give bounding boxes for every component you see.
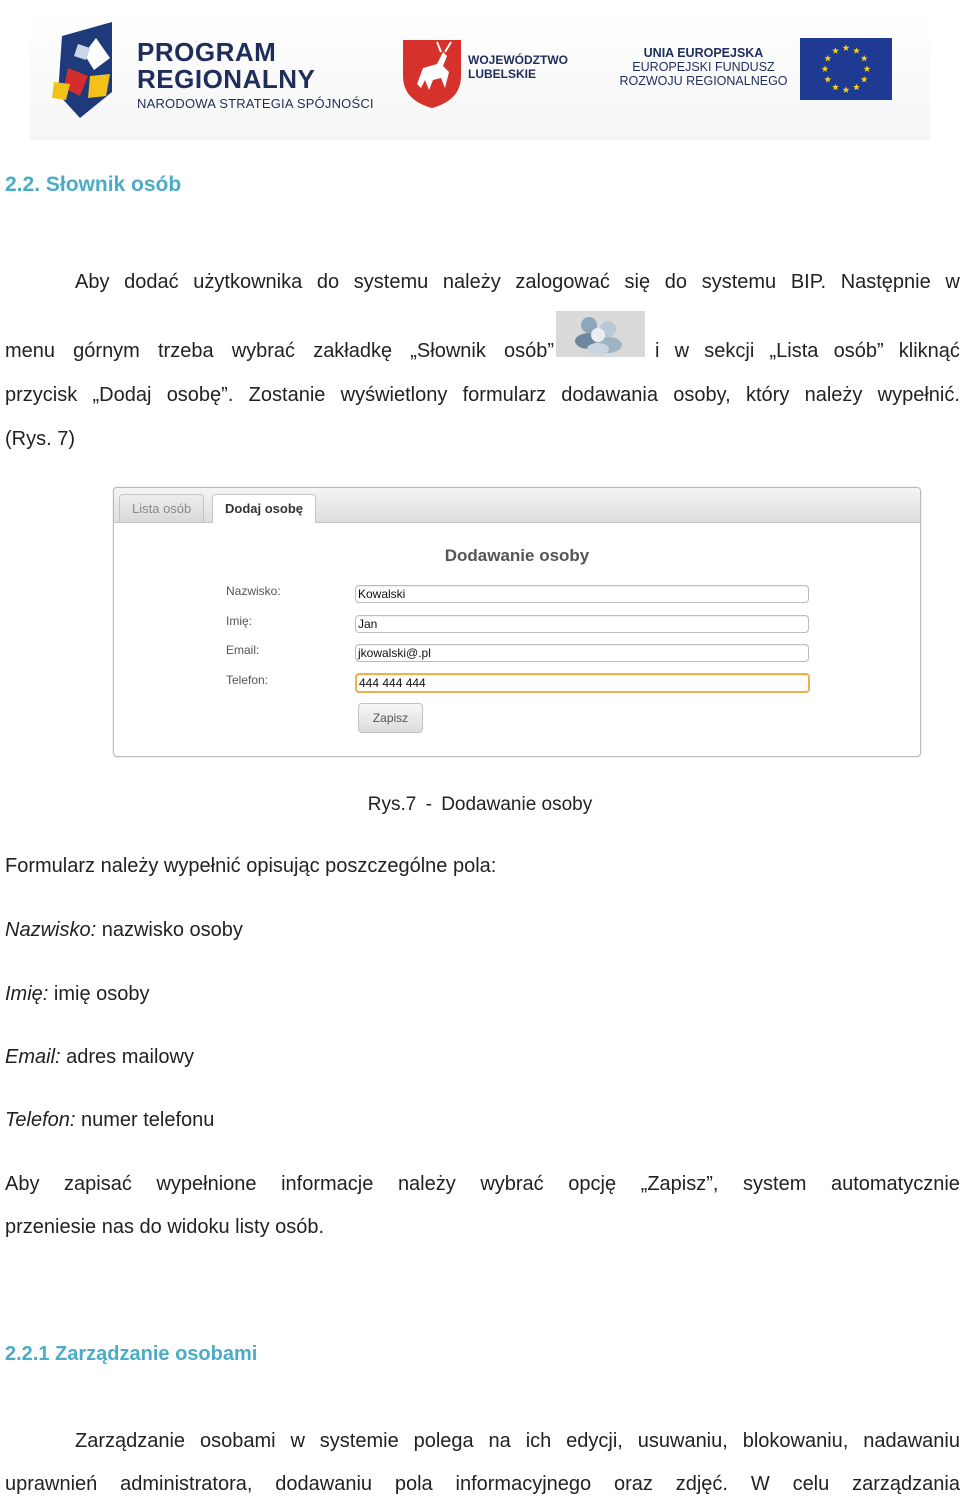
save-instruction-line-1: [5, 1173, 960, 1195]
word: systemie: [319, 1430, 399, 1452]
word: osoby,: [673, 384, 731, 406]
field-desc-surname: [5, 919, 960, 941]
word: „Dodaj: [92, 384, 152, 406]
email-input[interactable]: jkowalski@.pl: [355, 644, 809, 662]
field-desc: nazwisko osoby: [101, 919, 243, 941]
word: uprawnień: [5, 1473, 98, 1495]
word: Zarządzanie: [75, 1430, 186, 1452]
intro-line-4: (Rys. 7): [5, 428, 75, 450]
intro-line-3: [5, 384, 960, 406]
word: zarządzania: [852, 1473, 960, 1495]
word: w: [674, 340, 690, 362]
eu-fund-text: [616, 46, 791, 88]
word: oraz: [613, 1473, 653, 1495]
word: do: [316, 271, 340, 293]
word: osób”: [833, 340, 884, 362]
word: dodać: [124, 271, 179, 293]
word: górnym: [73, 340, 140, 362]
word: Aby: [5, 1173, 40, 1195]
word: na: [488, 1430, 511, 1452]
eu-line2: EUROPEJSKI FUNDUSZ: [632, 60, 775, 74]
field-term: Telefon:: [5, 1109, 76, 1131]
word: użytkownika: [193, 271, 303, 293]
field-term: Imię:: [5, 983, 49, 1005]
word: Zostanie: [248, 384, 326, 406]
word: W: [750, 1473, 770, 1495]
logo-header: [30, 8, 930, 140]
word: „Słownik: [410, 340, 486, 362]
word: wyświetlony: [340, 384, 448, 406]
eu-flag-icon: [800, 38, 892, 100]
field-desc: numer telefonu: [81, 1109, 215, 1131]
word: nadawaniu: [863, 1430, 960, 1452]
field-desc-email: [5, 1046, 960, 1068]
save-button[interactable]: Zapisz: [358, 703, 423, 733]
voivodeship-line1: WOJEWÓDZTWO: [468, 53, 568, 67]
surname-label: Nazwisko:: [226, 584, 281, 598]
tab-bar: [114, 488, 920, 523]
description-lead: Formularz należy wypełnić opisując poszczególne pola:: [5, 855, 497, 877]
word: „Lista: [769, 340, 819, 362]
surname-input[interactable]: Kowalski: [355, 585, 809, 603]
add-person-form-screenshot: [113, 487, 921, 757]
word: i: [655, 340, 660, 362]
word: opcję: [568, 1173, 617, 1195]
word: administratora,: [120, 1473, 253, 1495]
word: kliknąć: [898, 340, 960, 362]
field-desc-phone: [5, 1109, 960, 1131]
word: osobami: [199, 1430, 276, 1452]
word: wypełnione: [156, 1173, 257, 1195]
word: dodawaniu: [275, 1473, 373, 1495]
word: wypełnić.: [877, 384, 960, 406]
word: należy: [397, 1173, 456, 1195]
word: osób”: [503, 340, 554, 362]
save-instruction-line-2: przeniesie nas do widoku listy osób.: [5, 1216, 325, 1238]
field-term: Email:: [5, 1046, 61, 1068]
word: wybrać: [231, 340, 296, 362]
word: trzeba: [157, 340, 214, 362]
management-line-2: [5, 1473, 960, 1495]
caption-text: Dodawanie osoby: [441, 794, 593, 815]
word: należy: [804, 384, 863, 406]
word: informacyjnego: [455, 1473, 592, 1495]
figure-caption: [0, 794, 960, 816]
program-line1: PROGRAM: [137, 37, 277, 67]
word: dodawania: [561, 384, 658, 406]
word: należy: [442, 271, 501, 293]
word: celu: [792, 1473, 830, 1495]
word: formularz: [462, 384, 546, 406]
field-desc-first-name: [5, 983, 960, 1005]
word: polega: [413, 1430, 474, 1452]
management-line-1: [75, 1430, 960, 1452]
section-heading: 2.2. Słownik osób: [5, 173, 182, 196]
first-name-input[interactable]: Jan: [355, 615, 809, 633]
word: usuwaniu,: [637, 1430, 728, 1452]
eu-line1: UNIA EUROPEJSKA: [643, 46, 764, 60]
word: zdjęć.: [675, 1473, 728, 1495]
word: sekcji: [704, 340, 755, 362]
field-term: Nazwisko:: [5, 919, 97, 941]
word: wybrać: [480, 1173, 544, 1195]
word: automatycznie: [830, 1173, 960, 1195]
word: osobę”.: [166, 384, 234, 406]
word: przycisk: [5, 384, 78, 406]
word: Aby: [75, 271, 110, 293]
word: Następnie: [840, 271, 931, 293]
program-line2: REGIONALNY: [137, 64, 316, 94]
word: w: [290, 1430, 305, 1452]
people-dictionary-icon: [556, 311, 645, 357]
intro-line-1: [75, 271, 960, 293]
word: system: [743, 1173, 807, 1195]
tab-add-person[interactable]: Dodaj osobę: [212, 494, 316, 523]
word: zapisać: [64, 1173, 132, 1195]
intro-line-2-left: [5, 340, 554, 362]
word: pola: [394, 1473, 433, 1495]
word: systemu: [701, 271, 777, 293]
word: do: [664, 271, 688, 293]
word: w: [945, 271, 960, 293]
word: ich: [525, 1430, 552, 1452]
form-title: Dodawanie osoby: [444, 546, 590, 565]
field-desc: adres mailowy: [66, 1046, 194, 1068]
lubelskie-text: [468, 53, 568, 81]
caption-separator: -: [425, 794, 432, 815]
tab-person-list[interactable]: Lista osób: [119, 494, 204, 522]
eu-line3: ROZWOJU REGIONALNEGO: [619, 74, 788, 88]
word: systemu: [353, 271, 429, 293]
word: się: [624, 271, 651, 293]
caption-number: Rys.7: [367, 794, 417, 815]
program-line3: NARODOWA STRATEGIA SPÓJNOŚCI: [137, 96, 374, 111]
word: który: [745, 384, 790, 406]
word: menu: [5, 340, 56, 362]
field-desc: imię osoby: [53, 983, 150, 1005]
phone-label: Telefon:: [226, 673, 269, 687]
word: informacje: [281, 1173, 374, 1195]
word: „Zapisz”,: [640, 1173, 719, 1195]
voivodeship-line2: LUBELSKIE: [468, 67, 537, 81]
email-label: Email:: [226, 643, 260, 657]
word: zalogować: [515, 271, 610, 293]
first-name-label: Imię:: [226, 614, 253, 628]
program-regionalny-text: [137, 39, 374, 111]
subsection-heading: 2.2.1 Zarządzanie osobami: [5, 1343, 258, 1365]
word: edycji,: [566, 1430, 623, 1452]
word: zakładkę: [313, 340, 393, 362]
word: BIP.: [790, 271, 827, 293]
phone-input[interactable]: 444 444 444: [355, 673, 810, 693]
word: blokowaniu,: [742, 1430, 849, 1452]
intro-line-2-right: [655, 340, 960, 362]
